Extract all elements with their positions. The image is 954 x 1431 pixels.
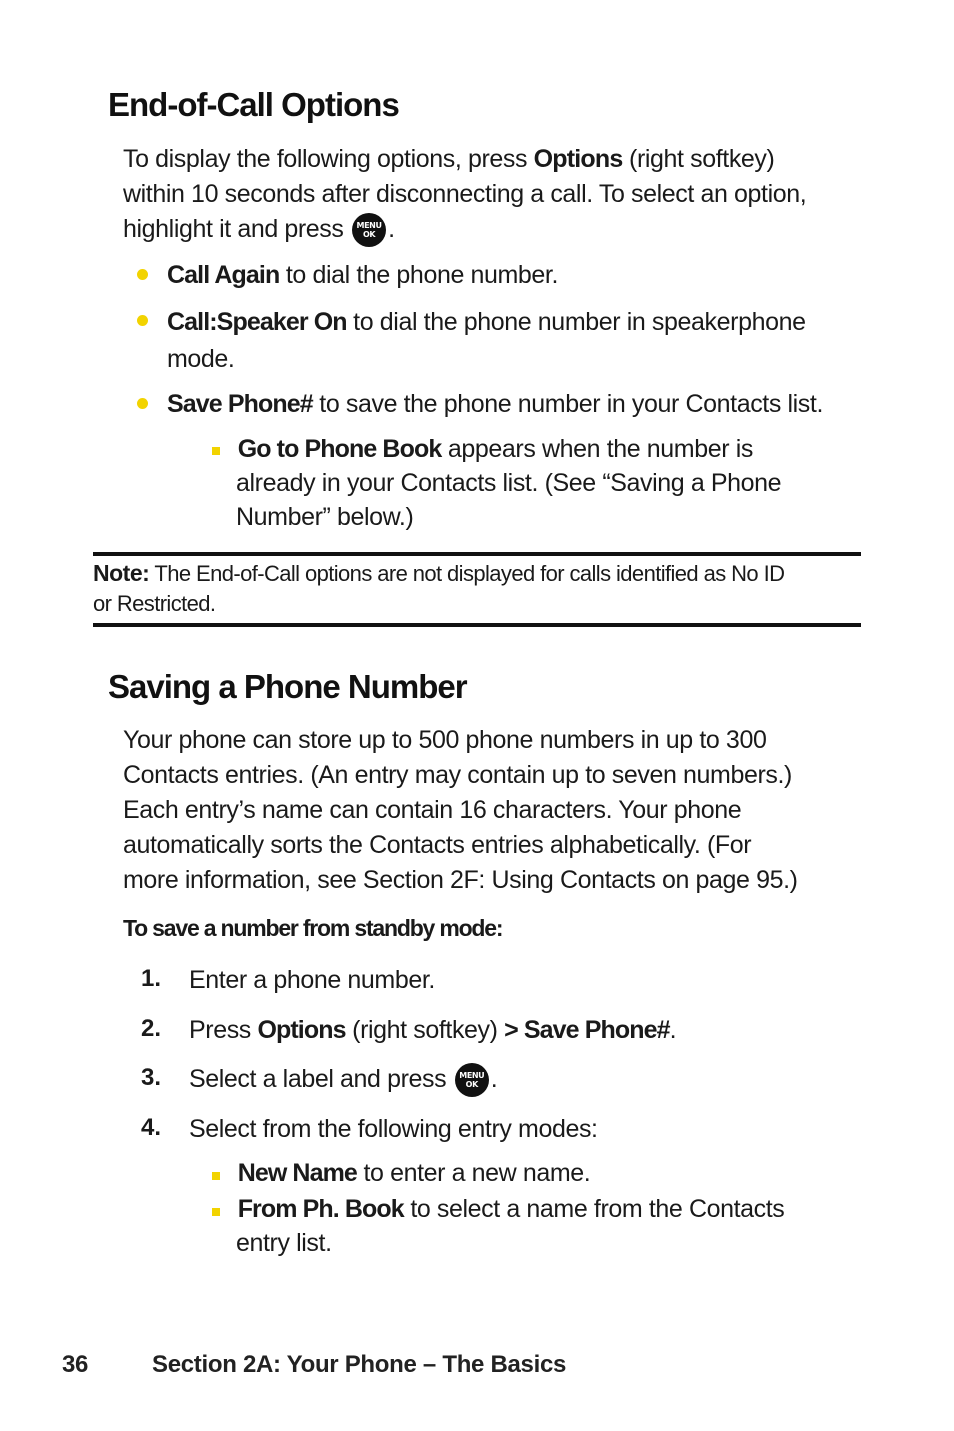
bullet-dot-icon bbox=[137, 269, 148, 280]
mode-new-name: New Name to enter a new name. bbox=[237, 1159, 591, 1187]
sub-bullet-go-to-phone-book: Go to Phone Book appears when the number is already in your Contacts list. (See “Saving a Phone Number” below.) bbox=[236, 435, 782, 531]
step-1: Enter a phone number. bbox=[189, 966, 435, 994]
note-label: Note: bbox=[93, 560, 150, 586]
bullet-dot-icon bbox=[137, 315, 148, 326]
note-box: Note: The End-of-Call options are not displayed for calls identified as No ID or Restricted. bbox=[93, 560, 785, 616]
step-4: Select from the following entry modes: bbox=[189, 1115, 598, 1143]
menu-ok-key-icon: MENU OK bbox=[455, 1063, 489, 1097]
bullet-call-speaker-on: Call:Speaker On to dial the phone number in speakerphone mode. bbox=[167, 308, 806, 373]
step-2: Press Options (right softkey) > Save Phone#. bbox=[189, 1016, 677, 1044]
intro-line-1: To display the following options, press Options (right softkey) bbox=[123, 145, 775, 173]
bullet-dot-icon bbox=[137, 398, 148, 409]
sub-bullet-square-icon bbox=[212, 1208, 220, 1216]
section-title-saving-phone-number: Saving a Phone Number bbox=[108, 668, 467, 705]
bullet-call-again: Call Again to dial the phone number. bbox=[167, 261, 559, 289]
sub-bullet-square-icon bbox=[212, 447, 220, 455]
menu-ok-key-icon: MENU OK bbox=[352, 213, 386, 247]
saving-paragraph: Your phone can store up to 500 phone numbers in up to 300 Contacts entries. (An entry may contain up to seven numbers.) Each entry’s name can contain 16 characters. Your phone automatically sorts the Contacts entries alphabetically. (For more information, see Section 2F: Using Contacts on page 95.) bbox=[123, 726, 798, 894]
note-top-rule bbox=[93, 552, 861, 556]
intro-line-2: within 10 seconds after disconnecting a call. To select an option, bbox=[123, 180, 807, 208]
step-number: 2. bbox=[141, 1015, 162, 1042]
options-key-label: Options bbox=[533, 145, 623, 173]
procedure-heading: To save a number from standby mode: bbox=[123, 915, 503, 941]
bullet-save-phone: Save Phone# to save the phone number in your Contacts list. bbox=[167, 390, 823, 418]
step-number: 4. bbox=[141, 1114, 162, 1141]
section-footer: Section 2A: Your Phone – The Basics bbox=[152, 1351, 567, 1378]
step-3: Select a label and press MENU OK . bbox=[189, 1062, 497, 1097]
page-number: 36 bbox=[62, 1351, 89, 1378]
intro-paragraph bbox=[123, 142, 883, 247]
sub-bullet-square-icon bbox=[212, 1172, 220, 1180]
step-number: 1. bbox=[141, 965, 162, 992]
mode-from-ph-book: From Ph. Book to select a name from the Contacts entry list. bbox=[236, 1195, 785, 1257]
step-number: 3. bbox=[141, 1064, 162, 1091]
section-title-end-of-call: End-of-Call Options bbox=[108, 86, 399, 123]
intro-line-3: highlight it and press MENU OK . bbox=[123, 212, 883, 247]
note-bottom-rule bbox=[93, 623, 861, 627]
